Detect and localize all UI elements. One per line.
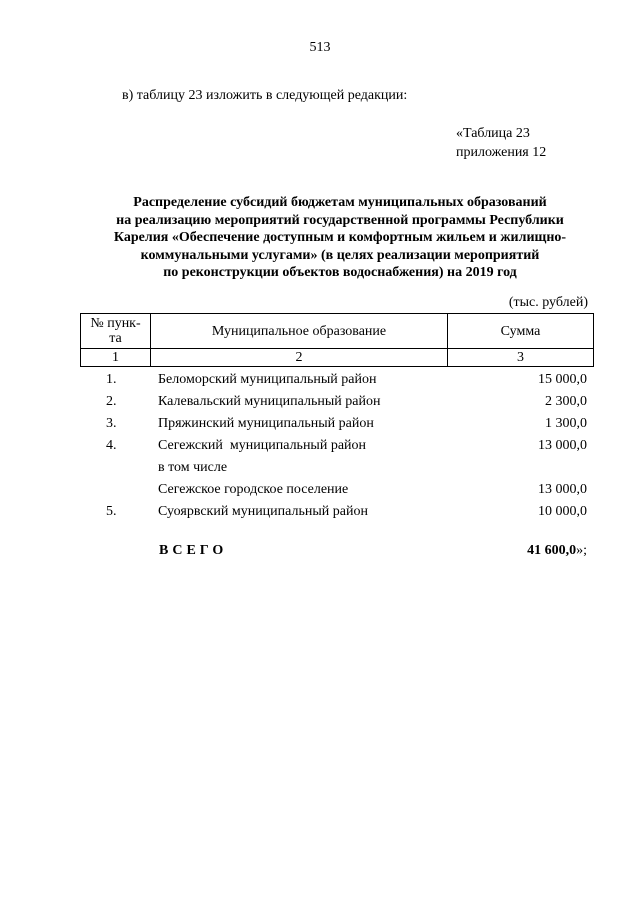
intro-text: в) таблицу 23 изложить в следующей редакции: xyxy=(122,88,408,103)
total-closing-quote: »; xyxy=(576,543,587,558)
row-number: 5. xyxy=(106,504,117,519)
title-line: Распределение субсидий бюджетам муниципальных образований xyxy=(133,195,547,210)
table-row xyxy=(80,436,594,458)
total-sum-wrap xyxy=(527,543,587,559)
row-name: Сегежское городское поселение xyxy=(158,482,349,497)
header-num xyxy=(81,314,151,349)
row-name: в том числе xyxy=(158,460,228,475)
row-name: Пряжинский муниципальный район xyxy=(158,416,374,431)
title-line: на реализацию мероприятий государственной программы Республики xyxy=(116,212,564,228)
column-number: 2 xyxy=(151,349,448,367)
row-number: 1. xyxy=(106,372,117,387)
row-number: 4. xyxy=(106,438,117,453)
table-reference-line-2: приложения 12 xyxy=(456,145,547,160)
header-row xyxy=(81,314,594,349)
table-body xyxy=(80,370,594,524)
header-num-line-2: та xyxy=(109,331,122,346)
column-number: 1 xyxy=(81,349,151,367)
table-row xyxy=(80,458,594,480)
row-number: 3. xyxy=(106,416,117,431)
row-name: Беломорский муниципальный район xyxy=(158,372,377,387)
total-row xyxy=(80,543,594,565)
page-number: 513 xyxy=(309,40,331,55)
row-name: Сегежский муниципальный район xyxy=(158,438,367,453)
table-reference-line-1: «Таблица 23 xyxy=(456,126,530,141)
title-line: Карелия «Обеспечение доступным и комфортным жильем и жилищно- xyxy=(113,230,567,245)
row-name: Калевальский муниципальный район xyxy=(158,394,381,409)
title-line: коммунальными услугами» (в целях реализации мероприятий xyxy=(140,247,540,263)
table-header xyxy=(80,313,594,367)
row-sum: 13 000,0 xyxy=(538,438,587,453)
units-label: (тыс. рублей) xyxy=(508,295,588,310)
table-reference xyxy=(456,124,546,162)
table-row xyxy=(80,480,594,502)
row-name: Суоярвский муниципальный район xyxy=(158,504,368,519)
table-row xyxy=(80,414,594,436)
row-sum: 13 000,0 xyxy=(538,482,587,497)
row-sum: 1 300,0 xyxy=(545,416,587,431)
table-row xyxy=(80,370,594,392)
document-title xyxy=(70,194,610,282)
row-sum: 15 000,0 xyxy=(538,372,587,387)
header-sum: Сумма xyxy=(448,314,594,349)
total-sum: 41 600,0 xyxy=(527,543,577,558)
table-row xyxy=(80,392,594,414)
header-num-line-1: № пунк- xyxy=(90,316,141,331)
row-number: 2. xyxy=(106,394,117,409)
table-row xyxy=(80,502,594,524)
header-name: Муниципальное образование xyxy=(151,314,448,349)
row-sum: 10 000,0 xyxy=(538,504,587,519)
total-label: ВСЕГО xyxy=(159,543,228,558)
row-sum: 2 300,0 xyxy=(545,394,587,409)
column-number-row xyxy=(81,349,594,367)
title-line: по реконструкции объектов водоснабжения) на 2019 год xyxy=(163,265,517,280)
column-number: 3 xyxy=(448,349,594,367)
